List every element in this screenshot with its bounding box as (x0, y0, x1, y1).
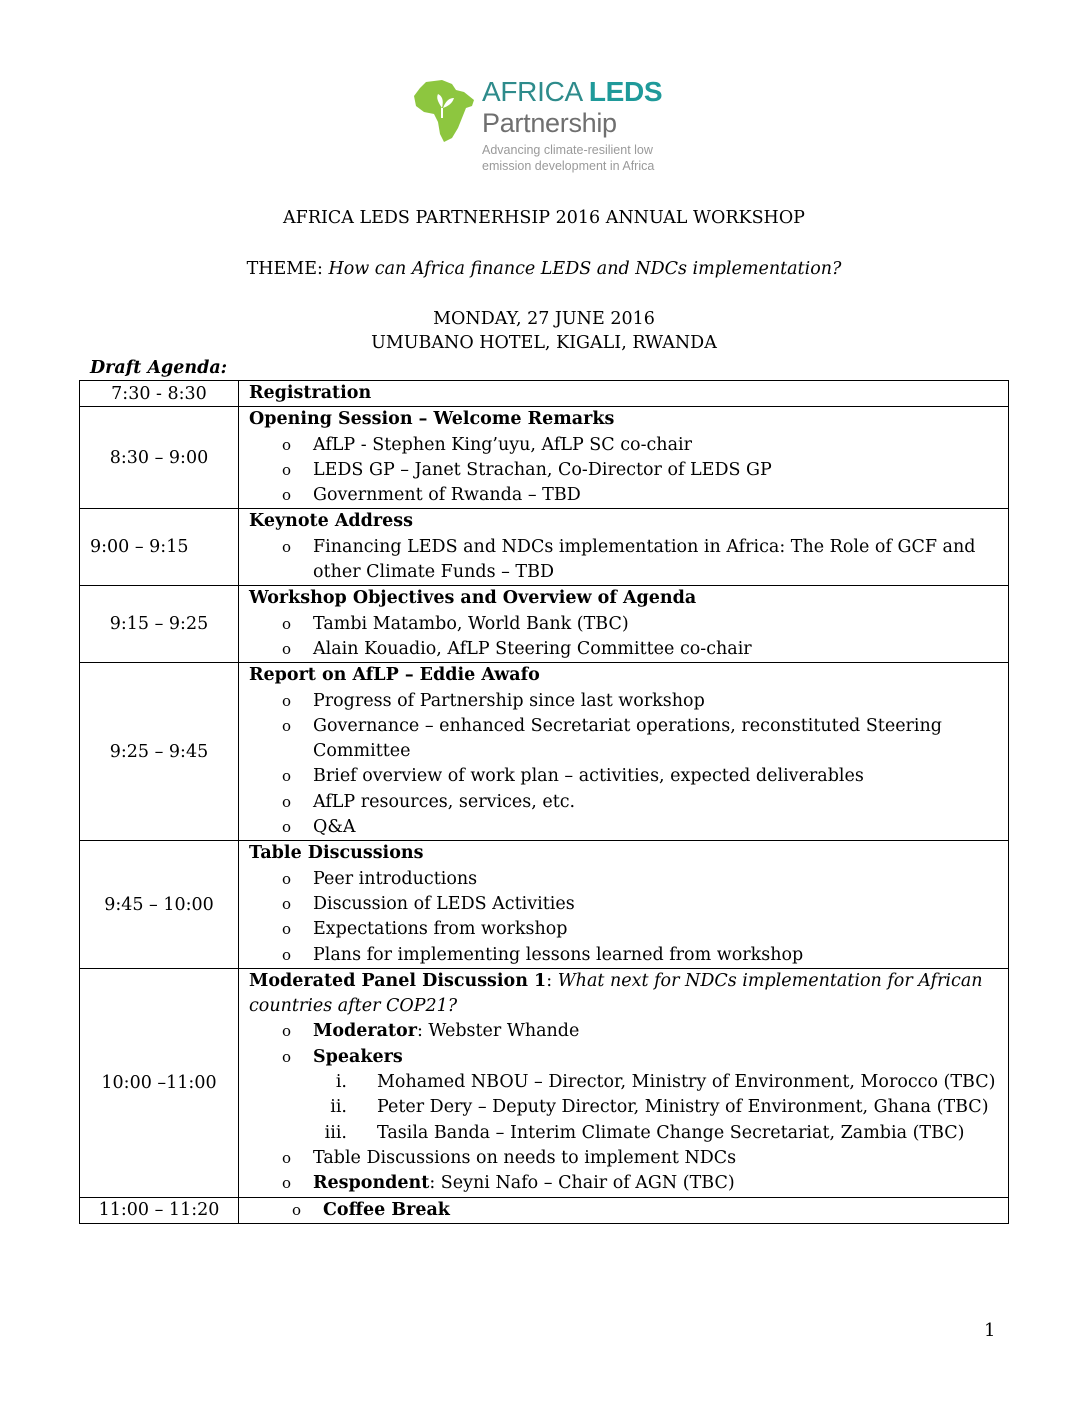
table-row (80, 407, 1009, 509)
bullet-icon: o (282, 1148, 292, 1167)
list-item: o Peer introductions (249, 867, 1008, 892)
session-title: Opening Session – Welcome Remarks (249, 409, 615, 430)
page-number: 1 (984, 1320, 996, 1341)
session-title: Moderated Panel Discussion 1 (249, 970, 547, 991)
table-row (80, 1197, 1009, 1223)
bullet-icon: o (282, 1022, 292, 1041)
bullet-icon: o (282, 1174, 292, 1193)
session-cell (239, 509, 1009, 586)
list-item: o Q&A (249, 815, 1008, 840)
logo-tagline-2: emission development in Africa (482, 159, 655, 173)
document-title: AFRICA LEDS PARTNERHSIP 2016 ANNUAL WORKSHOP (283, 208, 805, 228)
list-item: o Alain Kouadio, AfLP Steering Committee co-chair (249, 637, 1008, 662)
theme-label: THEME: (246, 259, 329, 279)
bullet-icon: o (282, 818, 292, 837)
bullet-icon: o (282, 537, 292, 556)
speaker-item: i. Mohamed NBOU – Director, Ministry of Environment, Morocco (TBC) (335, 1072, 996, 1093)
africa-leds-logo (412, 76, 682, 180)
list-item: o Governance – enhanced Secretariat operations, reconstituted Steering (249, 714, 1008, 739)
list-item-moderator: o Moderator: Webster Whande (249, 1019, 1008, 1044)
bullet-icon: o (282, 691, 292, 710)
event-venue: UMUBANO HOTEL, KIGALI, RWANDA (371, 333, 717, 353)
session-cell (239, 1197, 1009, 1223)
bullet-icon: o (282, 460, 292, 479)
list-item-continuation: Committee (313, 741, 411, 762)
bullet-icon: o (282, 435, 292, 454)
list-item: o Table Discussions on needs to implement NDCs (249, 1146, 1008, 1171)
session-title: Registration (249, 383, 372, 403)
session-title: Coffee Break (323, 1199, 450, 1220)
list-item: o Brief overview of work plan – activities, expected deliverables (249, 764, 1008, 789)
bullet-icon: o (282, 767, 292, 786)
bullet-icon: o (282, 639, 292, 658)
list-item: o LEDS GP – Janet Strachan, Co-Director of LEDS GP (249, 458, 1008, 483)
session-cell (239, 968, 1009, 1197)
list-item-speakers: o Speakers (249, 1045, 1008, 1070)
session-title: Table Discussions (249, 843, 424, 864)
time-cell: 8:30 – 9:00 (80, 407, 239, 509)
list-item: o AfLP - Stephen King’uyu, AfLP SC co-chair (249, 433, 1008, 458)
time-cell: 9:45 – 10:00 (80, 841, 239, 968)
list-item: o Tambi Matambo, World Bank (TBC) (249, 612, 1008, 637)
session-title: Workshop Objectives and Overview of Agenda (249, 588, 697, 609)
table-row (80, 841, 1009, 968)
session-title: Keynote Address (249, 511, 413, 532)
event-date: MONDAY, 27 JUNE 2016 (433, 309, 655, 329)
speaker-item: ii. Peter Dery – Deputy Director, Ministry of Environment, Ghana (TBC) (330, 1097, 989, 1118)
time-cell: 7:30 - 8:30 (80, 381, 239, 407)
session-cell (239, 841, 1009, 968)
time-cell: 10:00 –11:00 (80, 968, 239, 1197)
session-cell (239, 586, 1009, 663)
list-item-respondent: o Respondent: Seyni Nafo – Chair of AGN (TBC) (249, 1171, 1008, 1196)
bullet-icon: o (282, 614, 292, 633)
theme-line (0, 257, 1088, 281)
list-item: o Discussion of LEDS Activities (249, 892, 1008, 917)
bullet-icon: o (292, 1200, 302, 1219)
panel-question-continuation: countries after COP21? (249, 996, 458, 1017)
session-title: Report on AfLP – Eddie Awafo (249, 665, 540, 686)
bullet-icon: o (282, 945, 292, 964)
time-cell: 9:25 – 9:45 (80, 663, 239, 841)
africa-map-icon (412, 78, 476, 144)
speaker-item: iii. Tasila Banda – Interim Climate Change Secretariat, Zambia (TBC) (324, 1122, 965, 1143)
theme-text: How can Africa finance LEDS and NDCs implementation? (328, 259, 842, 279)
list-item: o Progress of Partnership since last workshop (249, 689, 1008, 714)
table-row (80, 968, 1009, 1197)
list-item (249, 1198, 1008, 1223)
table-row (80, 381, 1009, 407)
session-cell (239, 407, 1009, 509)
list-item: o Plans for implementing lessons learned from workshop (249, 943, 1008, 968)
table-row (80, 509, 1009, 586)
list-item: o Government of Rwanda – TBD (249, 483, 1008, 508)
list-item: o Financing LEDS and NDCs implementation in Africa: The Role of GCF and (249, 535, 1008, 560)
panel-question: What next for NDCs implementation for African (557, 970, 983, 991)
table-row (80, 586, 1009, 663)
table-row (80, 663, 1009, 841)
session-cell (239, 381, 1009, 407)
bullet-icon: o (282, 894, 292, 913)
logo-title: AFRICA LEDS (482, 76, 663, 107)
agenda-table (79, 380, 1009, 1224)
list-item: o Expectations from workshop (249, 917, 1008, 942)
time-cell: 9:00 – 9:15 (80, 509, 239, 586)
time-cell: 11:00 – 11:20 (80, 1197, 239, 1223)
bullet-icon: o (282, 716, 292, 735)
bullet-icon: o (282, 1047, 292, 1066)
session-title-line: Moderated Panel Discussion 1: What next for NDCs implementation for African (249, 970, 983, 991)
bullet-icon: o (282, 486, 292, 505)
session-cell (239, 663, 1009, 841)
bullet-icon: o (282, 920, 292, 939)
logo-tagline-1: Advancing climate-resilient low (482, 143, 653, 157)
logo-subtitle: Partnership (482, 108, 617, 138)
bullet-icon: o (282, 869, 292, 888)
bullet-icon: o (282, 792, 292, 811)
time-cell: 9:15 – 9:25 (80, 586, 239, 663)
draft-agenda-label: Draft Agenda: (90, 358, 228, 378)
list-item: o AfLP resources, services, etc. (249, 790, 1008, 815)
list-item-continuation: other Climate Funds – TBD (313, 562, 554, 583)
